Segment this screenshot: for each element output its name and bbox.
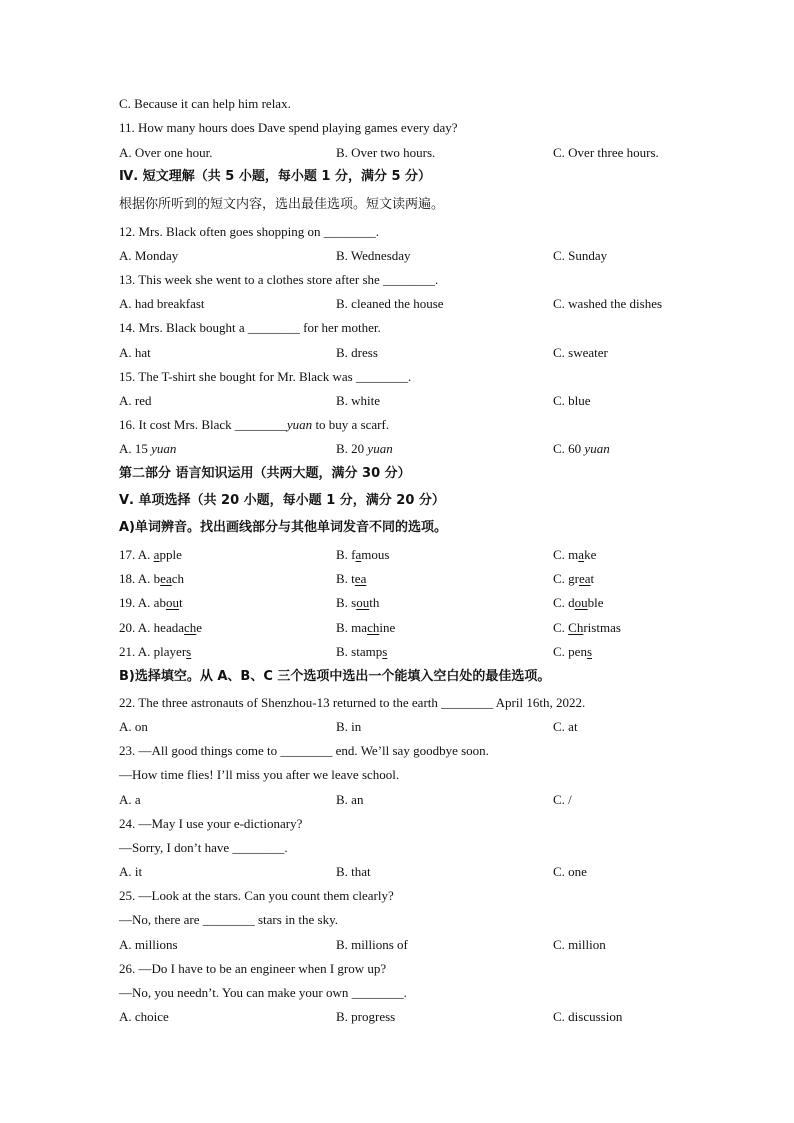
q20-option-a — [119, 620, 202, 636]
q19-option-c — [553, 595, 604, 611]
q12-option-b: B. Wednesday — [336, 248, 411, 263]
q16-stem — [119, 417, 389, 433]
q26-option-b: B. progress — [336, 1009, 396, 1024]
q16-option-b-unit: yuan — [367, 441, 393, 456]
underlined-segment: ch — [367, 620, 380, 635]
q24-stem: 24. —May I use your e-dictionary? — [119, 816, 303, 831]
underlined-segment: s — [586, 644, 593, 659]
word-prefix: B. t — [336, 571, 355, 586]
q16-option-a-unit: yuan — [151, 441, 177, 456]
q23-option-c: C. / — [553, 792, 572, 807]
word-suffix: th — [369, 595, 380, 610]
q23-option-a: A. a — [119, 792, 141, 807]
q25-option-c: C. million — [553, 937, 606, 952]
underlined-segment: s — [186, 644, 192, 659]
q16-option-c-num: C. 60 — [553, 441, 585, 456]
word-prefix: C. d — [553, 595, 575, 610]
q22-option-c: C. at — [553, 719, 578, 734]
word-prefix: B. ma — [336, 620, 368, 635]
q11-option-c: C. Over three hours. — [553, 145, 659, 160]
word-prefix: C. gr — [553, 571, 579, 586]
q12-option-c: C. Sunday — [553, 248, 608, 263]
q14-option-a: A. hat — [119, 345, 151, 360]
question-number: 18. A. — [119, 571, 154, 586]
q24-line2: —Sorry, I don’t have ________. — [119, 840, 288, 855]
q18-option-a — [119, 571, 184, 587]
q16-stem-post: to buy a scarf. — [312, 417, 390, 432]
underlined-segment: ch — [183, 620, 197, 635]
q16-option-c — [553, 441, 610, 457]
word-suffix: e — [196, 620, 203, 635]
q25-line2: —No, there are ________ stars in the sky. — [119, 912, 339, 927]
word-suffix: ke — [584, 547, 597, 562]
word-prefix: C. — [553, 620, 569, 635]
word-suffix: pple — [159, 547, 182, 562]
q16-option-b-num: B. 20 — [336, 441, 368, 456]
q12-option-a: A. Monday — [119, 248, 179, 263]
q15-option-c: C. blue — [553, 393, 591, 408]
q17-option-c — [553, 547, 596, 563]
q16-option-a — [119, 441, 176, 457]
q24-option-b: B. that — [336, 864, 371, 879]
q13-stem: 13. This week she went to a clothes store after she ________. — [119, 272, 439, 287]
word-suffix: t — [178, 595, 183, 610]
q16-option-b — [336, 441, 393, 457]
section-4-title: Ⅳ. 短文理解（共 5 小题，每小题 1 分，满分 5 分） — [119, 169, 432, 184]
q21-option-a — [119, 644, 191, 660]
underlined-segment: ou — [165, 595, 179, 610]
q21-option-c — [553, 644, 592, 660]
q13-option-b: B. cleaned the house — [336, 296, 444, 311]
q19-option-b — [336, 595, 379, 611]
q15-option-b: B. white — [336, 393, 381, 408]
q13-option-a: A. had breakfast — [119, 296, 205, 311]
underlined-segment: a — [355, 547, 362, 562]
q25-stem: 25. —Look at the stars. Can you count them clearly? — [119, 888, 394, 903]
word-suffix: ristmas — [583, 620, 621, 635]
q22-stem: 22. The three astronauts of Shenzhou-13 returned to the earth ________ April 16th, 2022. — [119, 695, 586, 710]
underlined-segment: ou — [574, 595, 588, 610]
word-prefix: C. m — [553, 547, 579, 562]
word-prefix: B. f — [336, 547, 356, 562]
word-suffix: ble — [587, 595, 604, 610]
word-prefix: b — [153, 571, 161, 586]
q20-option-c — [553, 620, 621, 636]
word-prefix: player — [153, 644, 187, 659]
q18-option-b — [336, 571, 366, 587]
section-5a-instructions: A)单词辨音。找出画线部分与其他单词发音不同的选项。 — [119, 520, 448, 535]
q26-option-a: A. choice — [119, 1009, 169, 1024]
q11-option-b: B. Over two hours. — [336, 145, 436, 160]
q13-option-c: C. washed the dishes — [553, 296, 663, 311]
q12-stem: 12. Mrs. Black often goes shopping on ________. — [119, 224, 379, 239]
q22-option-b: B. in — [336, 719, 362, 734]
q22-option-a: A. on — [119, 719, 148, 734]
question-number: 17. A. — [119, 547, 154, 562]
word-suffix: ch — [171, 571, 184, 586]
q18-option-c — [553, 571, 594, 587]
word-prefix: heada — [153, 620, 184, 635]
q16-stem-pre: 16. It cost Mrs. Black ________ — [119, 417, 287, 432]
q17-option-a — [119, 547, 182, 563]
q24-option-a: A. it — [119, 864, 143, 879]
q14-option-c: C. sweater — [553, 345, 608, 360]
q14-option-b: B. dress — [336, 345, 378, 360]
underlined-segment: s — [382, 644, 388, 659]
question-number: 21. A. — [119, 644, 154, 659]
word-suffix: t — [590, 571, 595, 586]
q23-option-b: B. an — [336, 792, 364, 807]
underlined-segment: ou — [356, 595, 370, 610]
word-suffix: ine — [379, 620, 396, 635]
word-suffix: mous — [361, 547, 390, 562]
question-number: 20. A. — [119, 620, 154, 635]
q11-option-a: A. Over one hour. — [119, 145, 213, 160]
word-prefix: ab — [153, 595, 166, 610]
q26-stem: 26. —Do I have to be an engineer when I grow up? — [119, 961, 387, 976]
q26-option-c: C. discussion — [553, 1009, 623, 1024]
underlined-segment: ea — [354, 571, 367, 586]
q25-option-a: A. millions — [119, 937, 178, 952]
word-prefix: B. stamp — [336, 644, 383, 659]
part-2-title: 第二部分 语言知识运用（共两大题，满分 30 分） — [119, 466, 411, 481]
question-number: 19. A. — [119, 595, 154, 610]
q23-line2: —How time flies! I’ll miss you after we leave school. — [119, 767, 400, 782]
q11-stem: 11. How many hours does Dave spend playing games every day? — [119, 120, 458, 135]
q16-stem-yuan: yuan — [286, 417, 313, 432]
underlined-segment: ea — [160, 571, 172, 586]
q15-stem: 15. The T-shirt she bought for Mr. Black was ________. — [119, 369, 412, 384]
q24-option-c: C. one — [553, 864, 587, 879]
q20-option-b — [336, 620, 395, 636]
section-5-title: Ⅴ. 单项选择（共 20 小题，每小题 1 分，满分 20 分） — [119, 493, 445, 508]
word-prefix: C. pen — [553, 644, 587, 659]
underlined-segment: a — [153, 547, 160, 562]
underlined-segment: Ch — [568, 620, 584, 635]
word-prefix: B. s — [336, 595, 357, 610]
q26-line2: —No, you needn’t. You can make your own ________. — [119, 985, 407, 1000]
q21-option-b — [336, 644, 387, 660]
q15-option-a: A. red — [119, 393, 152, 408]
q16-option-a-num: A. 15 — [119, 441, 152, 456]
q25-option-b: B. millions of — [336, 937, 408, 952]
q19-option-a — [119, 595, 183, 611]
q10-option-c: C. Because it can help him relax. — [119, 96, 291, 111]
section-5b-instructions: B)选择填空。从 A、B、C 三个选项中选出一个能填入空白处的最佳选项。 — [119, 669, 551, 684]
q23-stem: 23. —All good things come to ________ end. We’ll say goodbye soon. — [119, 743, 489, 758]
q14-stem: 14. Mrs. Black bought a ________ for her mother. — [119, 320, 381, 335]
q17-option-b — [336, 547, 389, 563]
q16-option-c-unit: yuan — [584, 441, 610, 456]
section-4-instructions: 根据你所听到的短文内容，选出最佳选项。短文读两遍。 — [119, 197, 445, 212]
underlined-segment: a — [578, 547, 585, 562]
underlined-segment: ea — [579, 571, 591, 586]
